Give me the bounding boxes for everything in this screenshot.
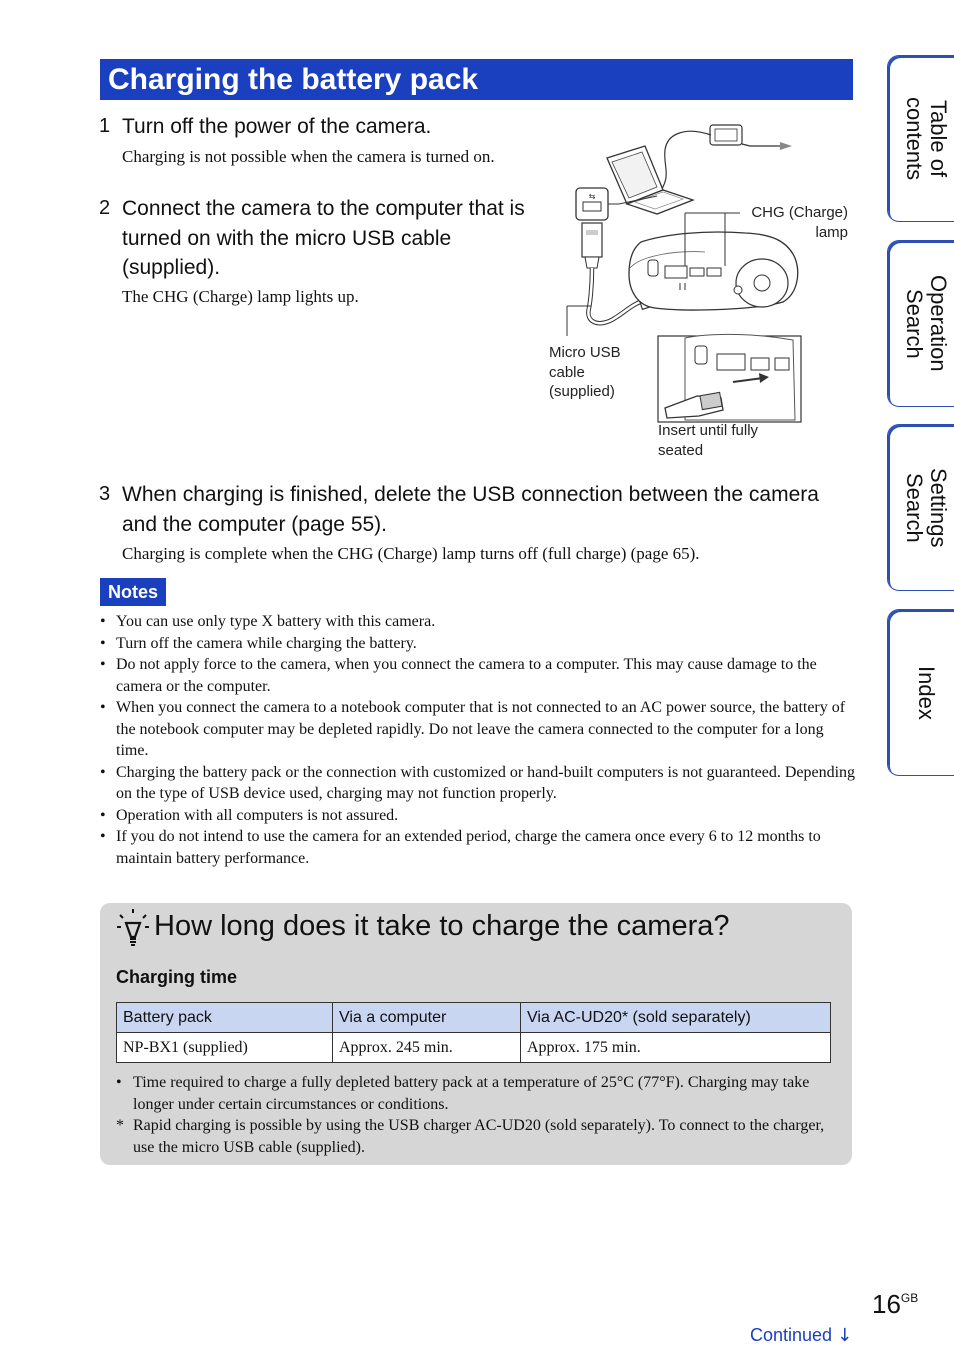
notes-badge: Notes xyxy=(100,578,166,606)
charging-time-table xyxy=(116,1002,831,1063)
note-item: • Turn off the camera while charging the battery. xyxy=(98,633,858,655)
insert-label-line1: Insert until fully xyxy=(658,422,759,439)
table-cell: Approx. 175 min. xyxy=(521,1033,831,1063)
step-3-number: 3 xyxy=(99,483,111,505)
continued-link[interactable] xyxy=(750,1325,852,1346)
note-item: • When you connect the camera to a notebook computer that is not connected to an AC power source, the battery of the notebook computer may be depleted rapidly. Do not leave the camera connected to the computer for a long time. xyxy=(98,697,858,762)
step-1-heading: Turn off the power of the camera. xyxy=(122,115,432,138)
insert-label xyxy=(658,421,808,460)
lightbulb-icon xyxy=(116,907,150,947)
tab-label: Settings Search xyxy=(902,467,951,548)
page-number-value: 16 xyxy=(872,1289,901,1319)
ac-adapter-icon xyxy=(657,125,792,196)
note-item: • Charging the battery pack or the connection with customized or hand-built computers is not guaranteed. Depending on the type of USB device used, charging may not function properly. xyxy=(98,762,858,805)
table-header-cell: Via AC-UD20* (sold separately) xyxy=(521,1003,831,1033)
tip-note-text: Time required to charge a fully depleted battery pack at a temperature of 25°C (77°F). Charging may take longer under certain circumstances or conditions. xyxy=(133,1074,810,1113)
table-header-cell: Battery pack xyxy=(117,1003,333,1033)
table-header-cell: Via a computer xyxy=(333,1003,521,1033)
tab-table-of-contents[interactable] xyxy=(887,55,954,222)
continued-label: Continued xyxy=(750,1325,833,1345)
inset-detail-icon xyxy=(658,334,801,422)
table-cell: Approx. 245 min. xyxy=(333,1033,521,1063)
tip-note-mark: • xyxy=(116,1074,122,1091)
chg-lamp-label-line2: lamp xyxy=(815,223,848,241)
chg-lamp-label xyxy=(690,203,848,242)
tab-label: Index xyxy=(914,665,939,720)
table-header-row xyxy=(117,1003,831,1033)
svg-text:⇆: ⇆ xyxy=(588,192,596,201)
tab-operation-search[interactable] xyxy=(887,240,954,407)
micro-usb-label xyxy=(549,343,659,402)
step-3-heading: When charging is finished, delete the USB connection between the camera and the computer (page 55). xyxy=(122,483,819,536)
tab-index[interactable] xyxy=(887,609,954,776)
step-3-body: Charging is complete when the CHG (Charge) lamp turns off (full charge) (page 65). xyxy=(122,544,700,563)
micro-usb-label-line1: Micro USB xyxy=(549,344,621,361)
step-2-body: The CHG (Charge) lamp lights up. xyxy=(122,287,359,306)
step-1-body: Charging is not possible when the camera is turned on. xyxy=(122,147,495,166)
tab-settings-search[interactable] xyxy=(887,424,954,591)
note-item: • Do not apply force to the camera, when you connect the camera to a computer. This may cause damage to the camera or the computer. xyxy=(98,654,858,697)
step-1-number: 1 xyxy=(99,115,111,137)
chg-lamp-label-line1: CHG (Charge) xyxy=(751,204,848,221)
note-item: • You can use only type X battery with this camera. xyxy=(98,611,858,633)
micro-usb-label-line2: cable xyxy=(549,363,585,381)
page-number xyxy=(872,1289,918,1320)
down-arrow-icon: ↓ xyxy=(837,1325,853,1346)
tip-note-item xyxy=(116,1115,841,1158)
step-2-number: 2 xyxy=(99,197,111,219)
tab-label: Operation Search xyxy=(902,275,951,372)
page-title: Charging the battery pack xyxy=(100,59,853,100)
tab-label: Table of contents xyxy=(902,96,951,181)
tip-title: How long does it take to charge the camera? xyxy=(154,910,730,942)
tip-note-mark: * xyxy=(116,1117,124,1134)
tip-note-item xyxy=(116,1072,841,1115)
tip-notes-list xyxy=(116,1072,841,1158)
micro-usb-label-line3: (supplied) xyxy=(549,383,615,400)
table-cell: NP-BX1 (supplied) xyxy=(117,1033,333,1063)
note-item: • If you do not intend to use the camera for an extended period, charge the camera once every 6 to 12 months to maintain battery performance. xyxy=(98,826,858,869)
table-row xyxy=(117,1033,831,1063)
camera-icon xyxy=(629,232,798,310)
tip-note-text: Rapid charging is possible by using the USB charger AC-UD20 (sold separately). To connect to the charger, use the micro USB cable (supplied). xyxy=(133,1117,825,1156)
note-item: • Operation with all computers is not assured. xyxy=(98,805,858,827)
step-2-heading: Connect the camera to the computer that is turned on with the micro USB cable (supplied). xyxy=(122,197,525,279)
insert-label-line2: seated xyxy=(658,441,704,459)
notes-list xyxy=(98,611,858,869)
page-number-suffix: GB xyxy=(900,1291,919,1305)
charging-time-heading: Charging time xyxy=(116,967,238,987)
